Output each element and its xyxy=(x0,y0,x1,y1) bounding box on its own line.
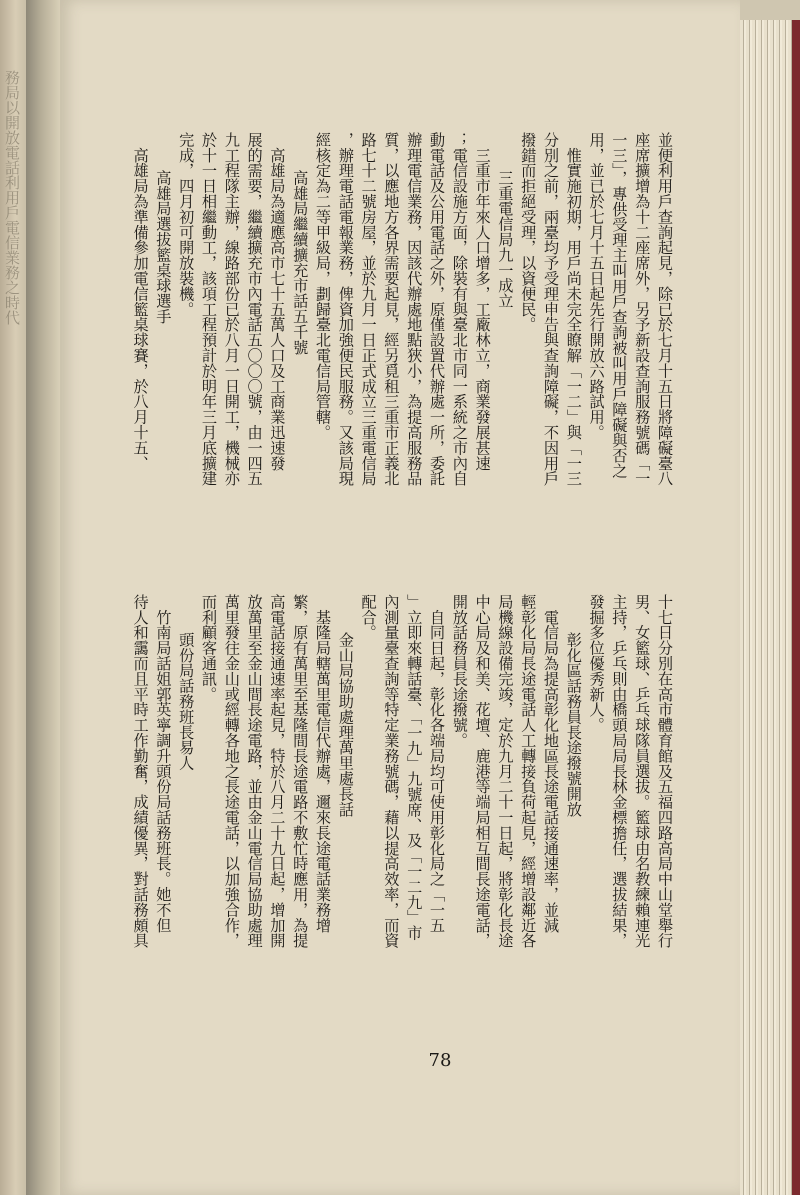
text-column: 經核定為二等甲級局，劃歸臺北電信局管轄。 xyxy=(314,132,332,440)
text-column: 十七日分別在高市體育館及五福四路高局中山堂舉行 xyxy=(656,594,674,949)
text-column: 撥錯而拒絕受理，以資便民。 xyxy=(519,132,538,333)
page-edges xyxy=(740,20,800,1195)
text-column: 於十一日相繼動工，該項工程預計於明年三月底擴建 xyxy=(200,132,218,487)
text-column: 九工程隊主辦，線路部份已於八月一日開工，機械亦 xyxy=(222,132,241,487)
text-column: 男、女籃球、乒乓球隊員選拔。籃球由名教練賴連光 xyxy=(633,594,652,949)
text-column: 竹南局話姐郭英寧調升頭份局話務班長。她不但 xyxy=(154,594,173,933)
text-column: 基隆局轄萬里電信代辦處，邇來長途電話業務增 xyxy=(314,594,332,933)
text-column: 質，以應地方各界需要起見，經另覓租三重市正義北 xyxy=(382,132,401,487)
left-page-edge xyxy=(0,0,26,1195)
text-column: 高雄局為準備參加電信籃桌球賽，於八月十五、 xyxy=(131,132,150,471)
section-heading: 三重電信局九一成立 xyxy=(496,170,515,309)
section-heading: 彰化區話務員長途撥號開放 xyxy=(564,632,583,817)
text-column: 用，並已於七月十五日起先行開放六路試用。 xyxy=(587,132,606,440)
book-cover-edge xyxy=(792,20,800,1195)
text-column: 」立即來轉話臺、「一九」九號席、及「一二九」市 xyxy=(405,594,424,941)
text-column: 電信局為提高彰化地區長途電話接通速率，並減 xyxy=(542,594,560,933)
text-column: 高電話接通速率起見，特於八月二十九日起，增加開 xyxy=(268,594,287,949)
text-column: 而利顧客通訊。 xyxy=(200,594,218,702)
text-column: 主持，乒乓則由橋頭局局長林金標擔任，選拔結果， xyxy=(610,594,629,949)
section-heading: 高雄局選拔籃桌球選手 xyxy=(154,170,173,324)
text-column: 自同日起，彰化各端局均可使用彰化局之「一五 xyxy=(428,594,446,933)
text-column: 繁，原有萬里至基隆間長途電路不敷忙時應用，為提 xyxy=(291,594,310,949)
text-column: 動電話及公用電話之外，原僅設置代辦處一所，委託 xyxy=(428,132,446,487)
text-column: 內測量臺查詢等特定業務號碼，藉以提高效率，而資 xyxy=(382,594,401,949)
text-column: 三重市年來人口增多，工廠林立，商業發展甚速 xyxy=(473,132,492,471)
section-heading: 頭份局話務班長易人 xyxy=(177,632,196,771)
text-column: 開放話務員長途撥號。 xyxy=(450,594,469,748)
section-heading: 金山局協助處理萬里處長話 xyxy=(336,632,355,817)
text-column: 輕彰化局長途電話人工轉接負荷起見，經增設鄰近各 xyxy=(519,594,538,949)
text-column: 發掘多位優秀新人。 xyxy=(587,594,606,733)
book-gutter xyxy=(26,0,60,1195)
text-column: 辦理電信業務，因該代辦處地點狹小，為提高服務品 xyxy=(405,132,424,487)
text-column: ，辦理電話電報業務，俾資加強便民服務。又該局現 xyxy=(336,132,355,487)
text-column: 分別之前，兩臺均予受理申告與查詢障礙，不因用戶 xyxy=(542,132,560,487)
text-column: 萬里發往金山或經轉各地之長途電話，以加強合作， xyxy=(222,594,241,949)
text-column: 放萬里至金山間長途電路，並由金山電信局協助處理 xyxy=(245,594,264,949)
text-column: ；電信設施方面，除裝有與臺北市同一系統之市內自 xyxy=(450,132,469,487)
section-heading: 高雄局繼續擴充市話五千號 xyxy=(291,170,310,355)
text-column: 座席擴增為十二座席外，另予新設查詢服務號碼「一 xyxy=(633,132,652,487)
text-column: 惟實施初期，用戶尚未完全瞭解「一二」與「一三 xyxy=(564,132,583,487)
text-column: 一三」，專供受理主叫用戶查詢被叫用戶障礙與否之 xyxy=(610,132,629,479)
left-page-ghost-text: 務局以開放電話利用戶電信業務之時代 xyxy=(3,70,21,325)
page-number: 78 xyxy=(428,1050,452,1071)
text-column: 完成，四月初可開放裝機。 xyxy=(177,132,196,317)
document-page xyxy=(60,0,740,1195)
text-column: 中心局及和美、花壇、鹿港等端局相互間長途電話， xyxy=(473,594,492,949)
text-column: 配合。 xyxy=(359,594,378,641)
text-column: 展的需要，繼續擴充市內電話五〇〇〇號，由一四五 xyxy=(245,132,264,487)
text-column: 路七十二號房屋，並於九月一日正式成立三重電信局 xyxy=(359,132,378,487)
text-column: 待人和靄而且平時工作勤奮，成績優異，對話務頗具 xyxy=(131,594,150,949)
text-column: 高雄局為適應高市七十五萬人口及工商業迅速發 xyxy=(268,132,287,471)
text-column: 並便利用戶查詢起見，除已於七月十五日將障礙臺八 xyxy=(656,132,674,487)
text-column: 局機線設備完竣，定於九月二十一日起，將彰化長途 xyxy=(496,594,515,949)
